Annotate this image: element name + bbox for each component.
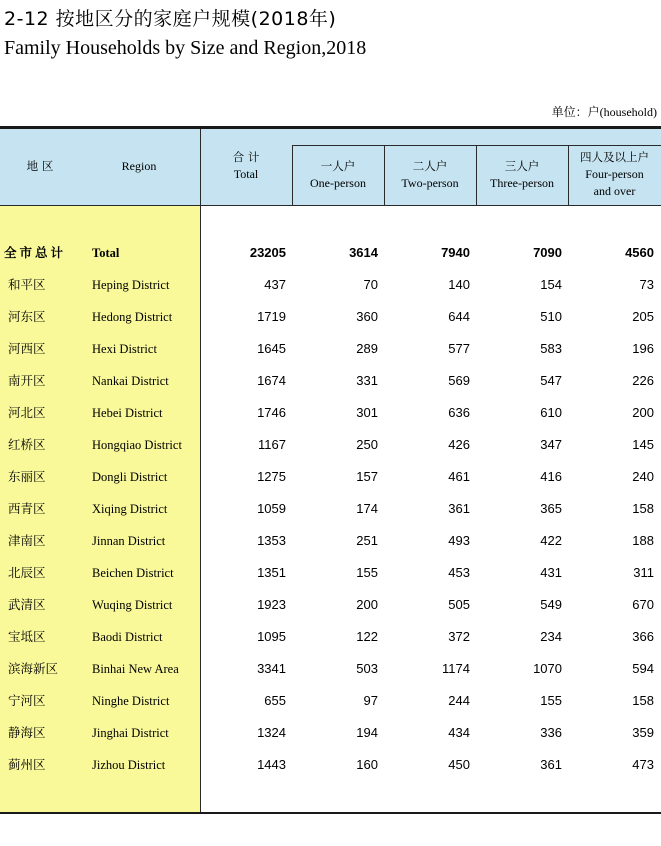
cell-total: 655 (264, 693, 286, 708)
header-region-en: Region (121, 159, 157, 173)
cell-two: 372 (448, 629, 470, 644)
region-name-cn: 宝坻区 (8, 629, 46, 644)
region-name-cn: 滨海新区 (8, 661, 59, 676)
region-name-cn: 河西区 (8, 341, 46, 356)
header-three-person-label: 三人户 Three-person (490, 159, 554, 190)
region-name-cn: 红桥区 (8, 437, 46, 452)
cell-total: 1674 (257, 373, 286, 388)
header-one-person-label: 一人户 One-person (310, 159, 366, 190)
table-row (0, 525, 661, 557)
cell-two: 505 (448, 597, 470, 612)
region-name-cn: 西青区 (8, 501, 46, 516)
cell-three: 234 (540, 629, 562, 644)
cell-three: 336 (540, 725, 562, 740)
region-name-en: Hedong District (92, 310, 173, 324)
region-name-en: Hebei District (92, 406, 163, 420)
cell-two: 434 (448, 725, 470, 740)
header-two-person-label: 二人户 Two-person (401, 159, 459, 190)
cell-four: 158 (632, 693, 654, 708)
region-name-cn: 北辰区 (8, 565, 46, 580)
cell-one: 331 (356, 373, 378, 388)
cell-three: 416 (540, 469, 562, 484)
cell-one: 200 (356, 597, 378, 612)
cell-total: 1719 (257, 309, 286, 324)
table-row (0, 621, 661, 653)
cell-total: 1645 (257, 341, 286, 356)
cell-total: 1095 (257, 629, 286, 644)
cell-two: 493 (448, 533, 470, 548)
region-name-cn: 河北区 (8, 405, 46, 420)
cell-total: 1167 (258, 437, 286, 452)
cell-four: 4560 (625, 245, 654, 260)
cell-four: 359 (632, 725, 654, 740)
region-name-en: Jinnan District (92, 534, 166, 548)
cell-four: 594 (632, 661, 654, 676)
region-name-en: Hexi District (92, 342, 157, 356)
table-row (0, 397, 661, 429)
table-row (0, 717, 661, 749)
cell-four: 226 (632, 373, 654, 388)
region-name-en: Nankai District (92, 374, 169, 388)
cell-two: 140 (448, 277, 470, 292)
cell-two: 7940 (441, 245, 470, 260)
region-name-en: Jizhou District (92, 758, 166, 772)
cell-three: 361 (540, 757, 562, 772)
region-name-cn: 蓟州区 (8, 757, 46, 772)
header-top-band (200, 129, 661, 145)
cell-total: 23205 (249, 245, 286, 260)
cell-two: 1174 (442, 661, 470, 676)
cell-three: 347 (540, 437, 562, 452)
region-name-cn: 河东区 (8, 309, 46, 324)
cell-two: 450 (448, 757, 470, 772)
region-name-cn: 南开区 (8, 373, 46, 388)
table-row (0, 301, 661, 333)
cell-total: 1923 (257, 597, 286, 612)
region-name-cn: 津南区 (8, 533, 46, 548)
cell-one: 155 (356, 565, 378, 580)
cell-one: 360 (356, 309, 378, 324)
cell-four: 240 (632, 469, 654, 484)
region-name-en: Total (92, 246, 120, 260)
cell-one: 3614 (349, 245, 378, 260)
cell-total: 437 (264, 277, 286, 292)
cell-three: 365 (540, 501, 562, 516)
cell-total: 1324 (257, 725, 286, 740)
cell-one: 194 (356, 725, 378, 740)
unit-label: 单位：户(household) (551, 105, 657, 119)
region-name-cn: 静海区 (8, 725, 46, 740)
cell-total: 1351 (257, 565, 286, 580)
region-name-en: Baodi District (92, 630, 163, 644)
cell-one: 301 (356, 405, 378, 420)
header-four-person-label: 四人及以上户 Four-person and over (580, 150, 649, 198)
cell-four: 196 (632, 341, 654, 356)
table-row (0, 749, 661, 781)
cell-one: 122 (356, 629, 378, 644)
page-title-en: Family Households by Size and Region,2018 (4, 37, 367, 59)
cell-total: 1059 (257, 501, 286, 516)
cell-two: 244 (448, 693, 470, 708)
cell-total: 3341 (257, 661, 286, 676)
region-name-cn: 全市总计 (4, 245, 67, 260)
header-total-label: 合 计 Total (232, 150, 260, 181)
region-name-en: Wuqing District (92, 598, 173, 612)
cell-two: 644 (448, 309, 470, 324)
region-name-cn: 武清区 (8, 597, 46, 612)
cell-four: 205 (632, 309, 654, 324)
cell-total: 1275 (257, 469, 286, 484)
table-row (0, 493, 661, 525)
table-row (0, 461, 661, 493)
table-row (0, 269, 661, 301)
header-region-cn: 地 区 (26, 159, 54, 173)
region-name-en: Xiqing District (92, 502, 168, 516)
region-name-en: Hongqiao District (92, 438, 182, 452)
cell-one: 97 (363, 693, 378, 708)
cell-three: 610 (540, 405, 562, 420)
cell-four: 366 (632, 629, 654, 644)
region-name-cn: 和平区 (8, 277, 46, 292)
page-title-cn: 2-12 按地区分的家庭户规模(2018年) (4, 8, 337, 30)
cell-three: 422 (540, 533, 562, 548)
cell-two: 426 (448, 437, 470, 452)
cell-one: 70 (363, 277, 378, 292)
region-name-cn: 东丽区 (8, 469, 46, 484)
table-row-total (0, 237, 661, 269)
cell-one: 289 (356, 341, 378, 356)
cell-three: 510 (540, 309, 562, 324)
cell-four: 670 (632, 597, 654, 612)
cell-one: 160 (356, 757, 378, 772)
cell-one: 251 (356, 533, 378, 548)
cell-total: 1746 (257, 405, 286, 420)
cell-one: 250 (356, 437, 378, 452)
cell-three: 583 (540, 341, 562, 356)
table-row (0, 685, 661, 717)
region-name-en: Beichen District (92, 566, 174, 580)
region-name-en: Dongli District (92, 470, 168, 484)
cell-two: 461 (448, 469, 470, 484)
cell-four: 200 (632, 405, 654, 420)
region-name-en: Ninghe District (92, 694, 170, 708)
cell-four: 73 (639, 277, 654, 292)
cell-four: 145 (632, 437, 654, 452)
cell-four: 473 (632, 757, 654, 772)
cell-two: 569 (448, 373, 470, 388)
region-name-en: Binhai New Area (92, 662, 179, 676)
cell-two: 577 (448, 341, 470, 356)
cell-total: 1353 (257, 533, 286, 548)
cell-three: 154 (540, 277, 562, 292)
cell-three: 431 (540, 565, 562, 580)
table-row (0, 429, 661, 461)
cell-four: 311 (633, 565, 654, 580)
table-bottom-rule (0, 812, 661, 814)
cell-three: 7090 (533, 245, 562, 260)
cell-three: 155 (540, 693, 562, 708)
table-row (0, 365, 661, 397)
cell-four: 158 (632, 501, 654, 516)
region-name-en: Jinghai District (92, 726, 169, 740)
cell-one: 503 (356, 661, 378, 676)
table-row (0, 557, 661, 589)
cell-one: 174 (356, 501, 378, 516)
table-row (0, 653, 661, 685)
cell-one: 157 (356, 469, 378, 484)
cell-three: 1070 (533, 661, 562, 676)
region-name-en: Heping District (92, 278, 170, 292)
region-name-cn: 宁河区 (8, 693, 46, 708)
cell-two: 453 (448, 565, 470, 580)
cell-total: 1443 (257, 757, 286, 772)
table-row (0, 333, 661, 365)
cell-three: 547 (540, 373, 562, 388)
cell-two: 636 (448, 405, 470, 420)
cell-two: 361 (448, 501, 470, 516)
table-row (0, 589, 661, 621)
cell-four: 188 (632, 533, 654, 548)
cell-three: 549 (540, 597, 562, 612)
